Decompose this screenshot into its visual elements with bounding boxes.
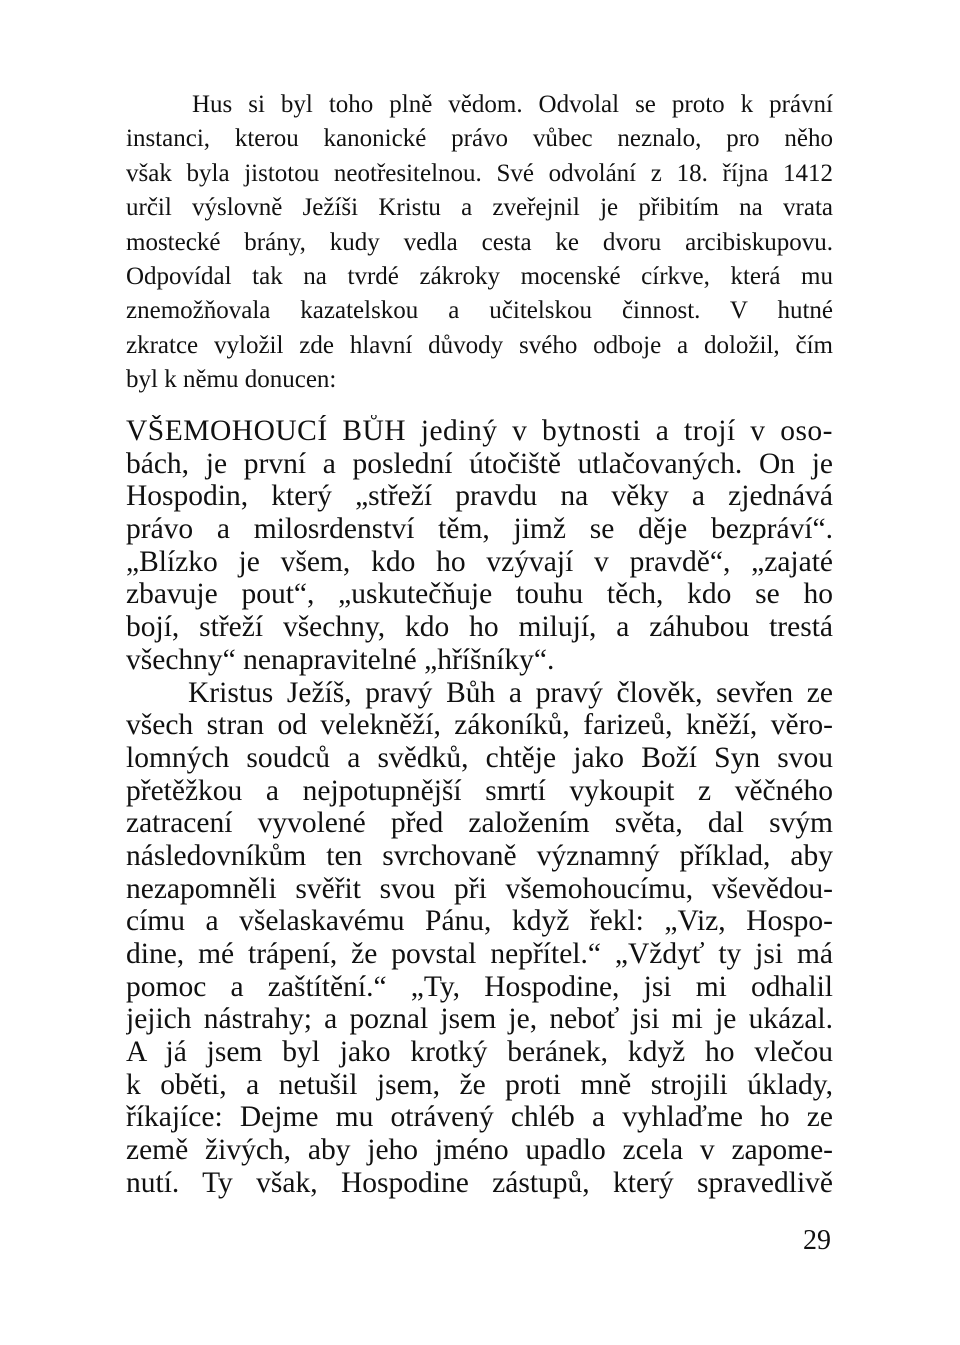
main-line: lomných soudců a svědků, chtěje jako Boží Syn svou bbox=[126, 741, 833, 774]
intro-line: zkratce vyložil zde hlavní důvody svého odboje a doložil, čím bbox=[126, 331, 833, 359]
main-line: říkajíce: Dejme mu otrávený chléb a vyhlaďme ho ze bbox=[126, 1101, 833, 1134]
main-line: dine, mé trápení, že povstal nepřítel.“ „Vždyť ty jsi má bbox=[126, 938, 833, 970]
intro-paragraph bbox=[126, 88, 833, 398]
intro-line: instanci, kterou kanonické právo vůbec neznalo, pro něho bbox=[126, 125, 833, 153]
main-line: A já jsem byl jako krotký beránek, když ho vlečou bbox=[126, 1036, 833, 1069]
main-line: následovníkům ten svrchovaně významný příklad, aby bbox=[126, 839, 833, 872]
intro-line: Odpovídal tak na tvrdé zákroky mocenské církve, která mu bbox=[126, 262, 833, 290]
intro-line: však byla jistotou neotřesitelnou. Své odvolání z 18. října 1412 bbox=[126, 159, 833, 187]
main-line: zatracení vyvolené před založením světa, dal svým bbox=[126, 807, 833, 840]
main-line: právo a milosrdenství těm, jimž se děje bezpráví“. bbox=[126, 513, 833, 546]
main-line: všech stran od velekněží, zákoníků, farizeů, kněží, věro- bbox=[126, 709, 833, 742]
main-line: bách, je první a poslední útočiště utlačovaných. On je bbox=[126, 447, 833, 480]
main-line: jejich nástrahy; a poznal jsem je, neboť jsi mi je ukázal. bbox=[126, 1003, 833, 1036]
main-line: nutí. Ty však, Hospodine zástupů, který spravedlivě bbox=[126, 1166, 833, 1199]
main-line: Kristus Ježíš, pravý Bůh a pravý člověk, sevřen ze bbox=[188, 676, 833, 709]
main-line: „Blízko je všem, kdo ho vzývají v pravdě“, „zajaté bbox=[126, 545, 833, 578]
main-line: címu a všelaskavému Pánu, když řekl: „Viz, Hospo- bbox=[126, 905, 833, 938]
main-text bbox=[126, 415, 833, 1200]
main-line: pomoc a zaštítění.“ „Ty, Hospodine, jsi mi odhalil bbox=[126, 970, 833, 1003]
main-line: k oběti, a netušil jsem, že proti mně strojili úklady, bbox=[126, 1068, 833, 1101]
main-line: VŠEMOHOUCÍ BŮH jediný v bytnosti a trojí v oso- bbox=[126, 415, 833, 447]
main-line: všechny“ nenapravitelné „hříšníky“. bbox=[126, 643, 555, 676]
intro-line: znemožňovala kazatelskou a učitelskou činnost. V hutné bbox=[126, 297, 833, 325]
main-line: Hospodin, který „střeží pravdu na věky a zjednává bbox=[126, 480, 833, 513]
intro-line: určil výslovně Ježíši Kristu a zveřejnil je přibitím na vrata bbox=[126, 194, 833, 222]
intro-line: mostecké brány, kudy vedla cesta ke dvoru arcibiskupovu. bbox=[126, 228, 833, 256]
main-line: zbavuje pout“, „uskutečňuje touhu těch, kdo se ho bbox=[126, 578, 833, 611]
main-line: bojí, střeží všechny, kdo ho milují, a záhubou trestá bbox=[126, 611, 833, 644]
intro-line: byl k němu donucen: bbox=[126, 366, 337, 394]
main-line: nezapomněli svěřit svou při všemohoucímu, vševědou- bbox=[126, 872, 833, 905]
main-line: země živých, aby jeho jméno upadlo zcela v zapome- bbox=[126, 1134, 833, 1167]
intro-line: Hus si byl toho plně vědom. Odvolal se proto k právní bbox=[192, 91, 833, 118]
page-number: 29 bbox=[803, 1225, 831, 1256]
main-line: přetěžkou a nejpotupnější smrtí vykoupit z věčného bbox=[126, 774, 833, 807]
